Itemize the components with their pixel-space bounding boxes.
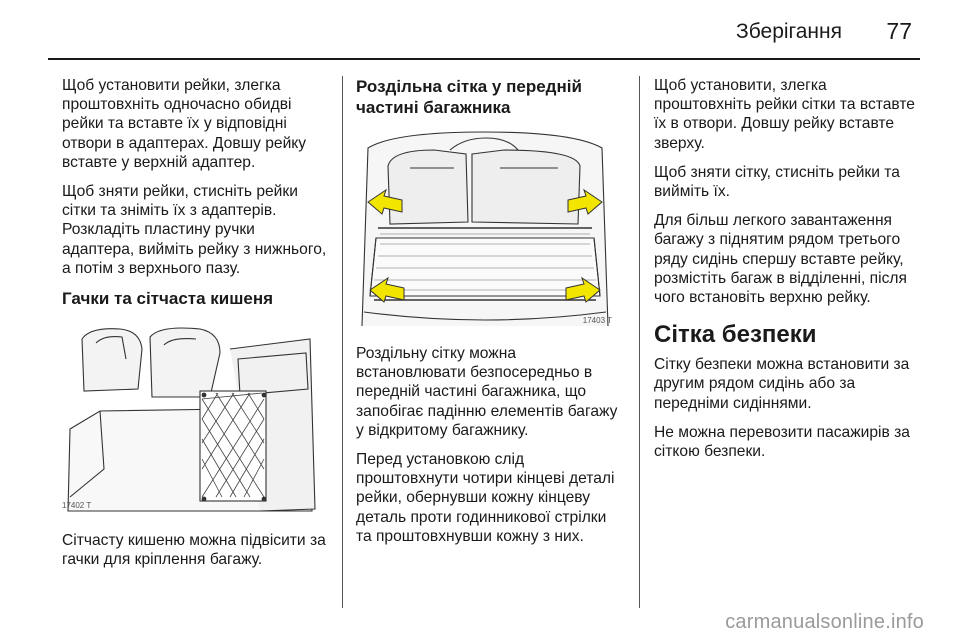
- figure-caption: Сітчасту кишеню можна підвісити за гачки для кріплення багажу.: [62, 532, 326, 569]
- watermark: carmanualsonline.info: [725, 611, 924, 633]
- paragraph: Щоб зняти рейки, стисніть рейки сітки та зніміть їх з адаптерів. Розкладіть пластину ручки адаптера, вийміть рейку з нижнього, а потім з верхнього пазу.: [62, 183, 327, 277]
- divider-net-illustration: [354, 128, 616, 332]
- column-left: [62, 76, 330, 579]
- figure-code: 17402 T: [62, 500, 92, 510]
- column-divider: [639, 76, 640, 608]
- page-number: 77: [886, 18, 912, 44]
- figure-code: 17403 T: [582, 315, 612, 325]
- section-heading-hooks: Гачки та сітчаста кишеня: [62, 289, 274, 309]
- paragraph: Сітку безпеки можна встановити за другим рядом сидінь або за передніми сидіннями.: [654, 356, 910, 412]
- section-heading-safety-net: Сітка безпеки: [654, 321, 817, 349]
- section-title: Зберігання: [736, 20, 842, 43]
- paragraph: Щоб установити, злегка проштовхніть рейки сітки та вставте їх в отвори. Довшу рейку вставте зверху.: [654, 77, 915, 152]
- paragraph: Щоб установити рейки, злегка проштовхніть одночасно обидві рейки та вставте їх у відповідні отвори в адаптерах. Довшу рейку вставте у верхній адаптер.: [62, 77, 307, 171]
- paragraph: Роздільну сітку можна встановлювати безпосередньо в передній частині багажника, що запобігає падінню елементів багажу у відкритому багажнику.: [356, 345, 618, 439]
- figure-net-pocket: [60, 319, 322, 519]
- header-divider: [48, 58, 920, 60]
- column-middle: [356, 76, 626, 556]
- page-header: [0, 0, 960, 60]
- column-right: [654, 76, 924, 471]
- paragraph: Для більш легкого завантаження багажу з піднятим рядом третього ряду сидінь спершу вставте рейку, розмістіть багаж в відділенні, після чого встановіть верхню рейку.: [654, 212, 907, 307]
- section-heading-divider-net: Роздільна сітка у передній частині багажника: [356, 77, 582, 117]
- figure-divider-net: [354, 128, 616, 332]
- paragraph: Не можна перевозити пасажирів за сіткою безпеки.: [654, 423, 910, 461]
- net-pocket-illustration: [60, 319, 322, 519]
- paragraph: Перед установкою слід проштовхнути чотири кінцеві деталі рейки, обернувши кожну кінцеву деталь проти годинникової стрілки та проштовхнувши кожну з них.: [356, 451, 615, 545]
- paragraph: Щоб зняти сітку, стисніть рейки та вийміть їх.: [654, 163, 900, 201]
- column-divider: [342, 76, 343, 608]
